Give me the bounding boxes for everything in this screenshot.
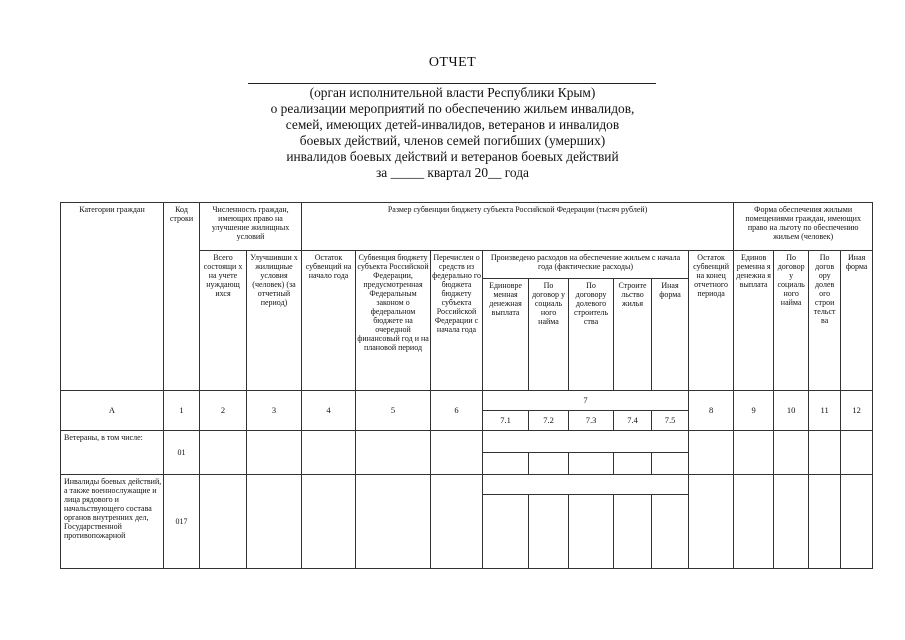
header-form-social: По договор у социаль ного найма [774, 251, 809, 391]
table-cell [841, 475, 873, 569]
header-count-group: Численность граждан, имеющих право на улучшение жилищных условий [200, 203, 302, 251]
header-balance-start: Остаток субвенций на начало года [302, 251, 356, 391]
column-number: 2 [200, 391, 247, 431]
column-number: 10 [774, 391, 809, 431]
report-title: ОТЧЕТ [428, 55, 477, 70]
column-number: 11 [809, 391, 841, 431]
header-subsidy-group: Размер субвенции бюджету субъекта Российской Федерации (тысяч рублей) [302, 203, 734, 251]
subtitle-line-2: семей, имеющих детей-инвалидов, ветеранов и инвалидов [285, 117, 620, 132]
header-transferred: Перечислен о средств из федерально го бюджета бюджету субъекта Российской Федерации с начала года [431, 251, 483, 391]
header-form-lump: Единов ременна я денежна я выплата [734, 251, 774, 391]
header-improved: Улучшивши х жилищные условия (человек) (за отчетный период) [247, 251, 302, 391]
table-cell [569, 453, 614, 475]
header-subsidy-planned: Субвенция бюджету субъекта Российской Федерации, предусмотренная Федеральным законом о федеральном бюджете на очередной финансовый год и на плановой период [356, 251, 431, 391]
table-cell [734, 475, 774, 569]
table-cell [809, 431, 841, 475]
table-cell [774, 475, 809, 569]
subtitle-line-3: боевых действий, членов семей погибших (умерших) [299, 133, 606, 148]
authority-blank-line [248, 83, 656, 84]
row-veterans-code: 01 [164, 431, 200, 475]
table-cell [200, 431, 247, 475]
column-number: 7.5 [652, 411, 689, 431]
column-number: 5 [356, 391, 431, 431]
column-number: 4 [302, 391, 356, 431]
authority-caption: (орган исполнительной власти Республики Крым) [309, 85, 596, 100]
header-balance-end: Остаток субвенций на конец отчетного периода [689, 251, 734, 391]
header-exp-other: Иная форма [652, 279, 689, 391]
header-form-other: Иная форма [841, 251, 873, 391]
table-cell [483, 495, 529, 569]
header-form-group: Форма обеспечения жилыми помещениями граждан, имеющих право на льготу по обеспечению жильем (человек) [734, 203, 873, 251]
subtitle-line-1: о реализации мероприятий по обеспечению жильем инвалидов, [270, 101, 635, 116]
column-number: А [61, 391, 164, 431]
table-cell [483, 475, 689, 495]
table-cell [247, 431, 302, 475]
report-table [60, 202, 873, 569]
table-cell [569, 495, 614, 569]
column-number: 7.2 [529, 411, 569, 431]
column-number: 3 [247, 391, 302, 431]
table-cell [734, 431, 774, 475]
column-number: 7.4 [614, 411, 652, 431]
table-cell [356, 475, 431, 569]
table-cell [356, 431, 431, 475]
row-veterans-label: Ветераны, в том числе: [61, 431, 164, 475]
table-cell [302, 431, 356, 475]
table-cell [614, 495, 652, 569]
table-cell [529, 453, 569, 475]
table-cell [431, 431, 483, 475]
header-exp-shared: По договору долевого строитель ства [569, 279, 614, 391]
column-number: 8 [689, 391, 734, 431]
column-number: 7.3 [569, 411, 614, 431]
table-cell [774, 431, 809, 475]
column-number: 12 [841, 391, 873, 431]
column-number: 6 [431, 391, 483, 431]
header-form-shared: По догов ору долев ого строи тельст ва [809, 251, 841, 391]
table-cell [483, 431, 689, 453]
table-cell [614, 453, 652, 475]
subtitle-line-4: инвалидов боевых действий и ветеранов боевых действий [286, 149, 619, 164]
column-number: 1 [164, 391, 200, 431]
column-number: 9 [734, 391, 774, 431]
table-cell [652, 495, 689, 569]
table-cell [431, 475, 483, 569]
column-number: 7.1 [483, 411, 529, 431]
table-cell [483, 453, 529, 475]
row-disabled-code: 017 [164, 475, 200, 569]
table-cell [689, 431, 734, 475]
table-cell [529, 495, 569, 569]
column-number: 7 [483, 391, 689, 411]
header-total-registered: Всего состоящи х на учете нуждающ ихся [200, 251, 247, 391]
table-cell [841, 431, 873, 475]
header-code: Код строки [164, 203, 200, 391]
header-exp-lump: Единовре менная денежная выплата [483, 279, 529, 391]
header-exp-social: По договор у социаль ного найма [529, 279, 569, 391]
table-cell [689, 475, 734, 569]
table-cell [302, 475, 356, 569]
table-cell [652, 453, 689, 475]
table-cell [247, 475, 302, 569]
header-expenses-group: Произведено расходов на обеспечение жильем с начала года (фактические расходы) [483, 251, 689, 279]
header-exp-construction: Строите льство жилья [614, 279, 652, 391]
period-line: за _____ квартал 20__ года [376, 165, 529, 180]
header-category: Категории граждан [61, 203, 164, 391]
table-cell [200, 475, 247, 569]
row-disabled-label: Инвалиды боевых действий, а также военнослужащие и лица рядового и начальствующего состава органов внутренних дел, Государственной противопожарной [61, 475, 164, 569]
table-cell [809, 475, 841, 569]
